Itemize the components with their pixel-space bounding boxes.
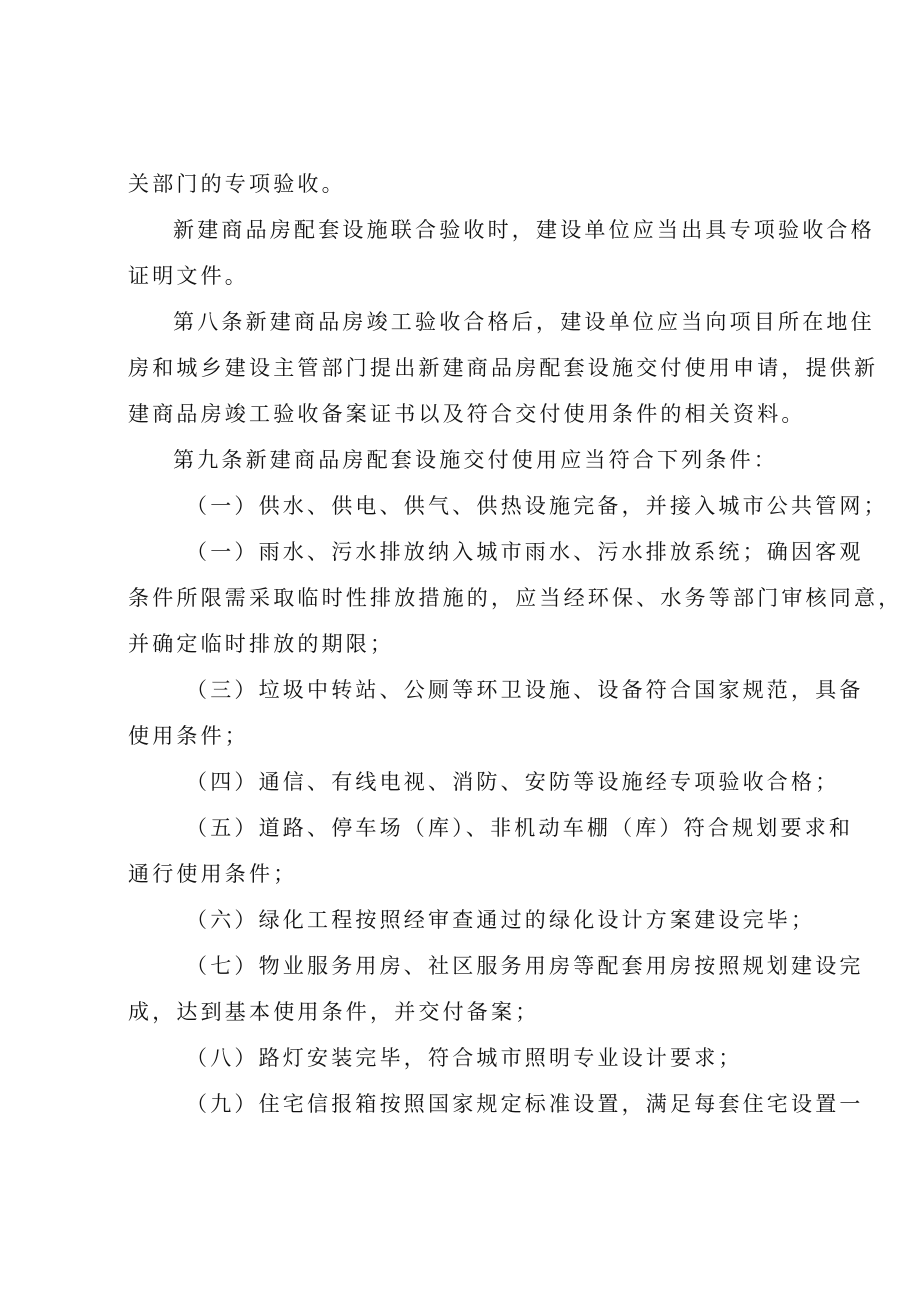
text-line-7: 第九条新建商品房配套设施交付使用应当符合下列条件： [173, 448, 778, 472]
text-line-13: 使用条件； [128, 724, 249, 748]
text-line-9: （一）雨水、污水排放纳入城市雨水、污水排放系统；确因客观 [186, 540, 864, 564]
text-line-18: （七）物业服务用房、社区服务用房等配套用房按照规划建设完 [186, 954, 864, 978]
text-line-15: （五）道路、停车场（库）、非机动车棚（库）符合规划要求和 [186, 816, 854, 840]
text-line-14: （四）通信、有线电视、消防、安防等设施经专项验收合格； [186, 770, 840, 794]
text-line-8: （一）供水、供电、供气、供热设施完备，并接入城市公共管网； [186, 494, 888, 518]
text-line-19: 成，达到基本使用条件，并交付备案； [128, 1000, 540, 1024]
text-line-12: （三）垃圾中转站、公厕等环卫设施、设备符合国家规范，具备 [186, 678, 864, 702]
text-line-3: 证明文件。 [128, 264, 249, 288]
text-line-21: （九）住宅信报箱按照国家规定标准设置，满足每套住宅设置一 [186, 1092, 864, 1116]
text-line-5: 房和城乡建设主管部门提出新建商品房配套设施交付使用申请，提供新 [128, 356, 879, 380]
text-line-4: 第八条新建商品房竣工验收合格后，建设单位应当向项目所在地住 [173, 310, 875, 334]
text-line-2: 新建商品房配套设施联合验收时，建设单位应当出具专项验收合格 [173, 218, 875, 242]
text-line-6: 建商品房竣工验收备案证书以及符合交付使用条件的相关资料。 [128, 402, 806, 426]
text-line-11: 并确定临时排放的期限； [128, 632, 395, 656]
text-line-16: 通行使用条件； [128, 862, 298, 886]
text-line-10: 条件所限需采取临时性排放措施的，应当经环保、水务等部门审核同意， [128, 586, 903, 610]
text-line-1: 关部门的专项验收。 [128, 172, 346, 196]
text-line-17: （六）绿化工程按照经审查通过的绿化设计方案建设完毕； [186, 908, 816, 932]
text-line-20: （八）路灯安装完毕，符合城市照明专业设计要求； [186, 1046, 743, 1070]
